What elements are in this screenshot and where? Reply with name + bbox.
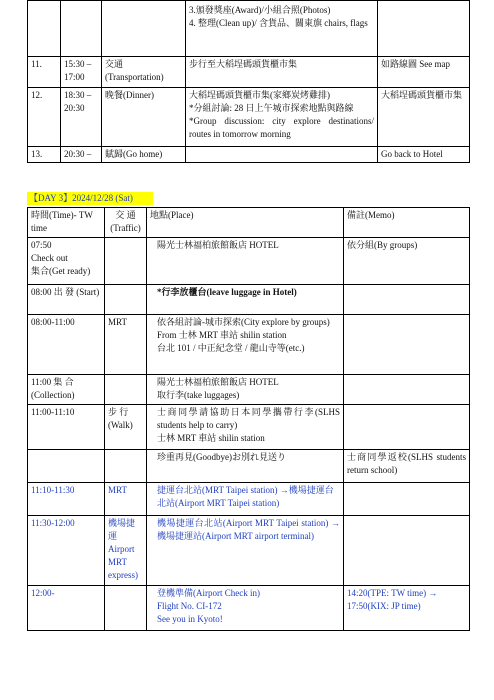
row-traffic (102, 1, 186, 57)
day3-heading (27, 192, 153, 205)
table-row (28, 483, 470, 516)
row-memo: Go back to Hotel (378, 147, 470, 163)
header-memo: 備註(Memo) (344, 208, 470, 238)
row-traffic: MRT (105, 315, 147, 375)
table-header-row (28, 208, 470, 238)
row-traffic (105, 285, 147, 315)
row-place: 捷運台北站(MRT Taipei station) →機場捷運台北站(Airport MRT Taipei station) (147, 483, 344, 516)
table-row (28, 586, 470, 631)
row-traffic (105, 238, 147, 285)
row-time (61, 1, 102, 57)
row-memo: 士商同學返校(SLHS students return school) (344, 450, 470, 483)
table-row (28, 285, 470, 315)
table-row (28, 405, 470, 450)
row-time: 11:30-12:00 (28, 516, 105, 586)
row-time: 12:00- (28, 586, 105, 631)
row-place: 3.頒發獎座(Award)/小組合照(Photos) 4. 整理(Clean up)/ 含貨品、關東旗 chairs, flags (186, 1, 378, 57)
row-time (28, 450, 105, 483)
row-traffic (105, 586, 147, 631)
row-traffic: 賦歸(Go home) (102, 147, 186, 163)
row-place: 依各組討論-城市探索(City explore by groups) From 士林 MRT 車站 shilin station 台北 101 / 中正紀念堂 / 龍山寺等(etc.) (147, 315, 344, 375)
row-number (28, 1, 61, 57)
row-number: 11. (28, 57, 61, 88)
row-place: 陽光士林福柏旅館飯店 HOTEL (147, 238, 344, 285)
row-place (186, 147, 378, 163)
row-time: 15:30 – 17:00 (61, 57, 102, 88)
row-memo (344, 315, 470, 375)
row-memo (344, 285, 470, 315)
header-place: 地點(Place) (147, 208, 344, 238)
row-place: 機場捷運台北站(Airport MRT Taipei station) →機場捷運站(Airport MRT airport terminal) (147, 516, 344, 586)
table-row (28, 57, 470, 88)
day3-schedule-table (27, 207, 470, 631)
row-number: 12. (28, 88, 61, 147)
row-memo (344, 375, 470, 405)
table-row (28, 375, 470, 405)
row-memo (378, 1, 470, 57)
day2-schedule-table (27, 0, 470, 163)
row-place: 士商同學請協助日本同學攜帶行李(SLHS students help to carry) 士林 MRT 車站 shilin station (147, 405, 344, 450)
header-time: 時間(Time)- TW time (28, 208, 105, 238)
row-number: 13. (28, 147, 61, 163)
row-place: 陽光士林福柏旅館飯店 HOTEL 取行李(take luggages) (147, 375, 344, 405)
day3-label: 【DAY 3】 (29, 193, 73, 203)
table-row (28, 1, 470, 57)
row-traffic: 機場捷運 Airport MRT express) (105, 516, 147, 586)
row-place: 珍重再見(Goodbye)お別れ見送り (147, 450, 344, 483)
row-traffic: 晚餐(Dinner) (102, 88, 186, 147)
row-time: 08:00 出 發 (Start) (28, 285, 105, 315)
row-place: *行李放櫃台(leave luggage in Hotel) (147, 285, 344, 315)
table-row (28, 315, 470, 375)
row-traffic: 步 行 (Walk) (105, 405, 147, 450)
row-time: 11:10-11:30 (28, 483, 105, 516)
table-row (28, 147, 470, 163)
row-time: 07:50 Check out 集合(Get ready) (28, 238, 105, 285)
row-traffic: MRT (105, 483, 147, 516)
row-place: 登機準備(Airport Check in) Flight No. CI-172 See you in Kyoto! (147, 586, 344, 631)
row-memo: 大稻埕碼頭貨櫃市集 (378, 88, 470, 147)
row-memo: 如路線圖 See map (378, 57, 470, 88)
row-memo: 依分組(By groups) (344, 238, 470, 285)
row-memo: 14:20(TPE: TW time) → 17:50(KIX: JP time) (344, 586, 470, 631)
table-row (28, 238, 470, 285)
table-row (28, 516, 470, 586)
table-row (28, 88, 470, 147)
row-place: 步行至大稻埕碼頭貨櫃市集 (186, 57, 378, 88)
row-memo (344, 483, 470, 516)
row-time: 20:30 – (61, 147, 102, 163)
header-traffic: 交 通 (Traffic) (105, 208, 147, 238)
row-time: 18:30 – 20:30 (61, 88, 102, 147)
table-row (28, 450, 470, 483)
row-time: 11:00 集 合 (Collection) (28, 375, 105, 405)
row-memo (344, 516, 470, 586)
row-traffic (105, 375, 147, 405)
row-memo (344, 405, 470, 450)
row-traffic: 交通 (Transportation) (102, 57, 186, 88)
day3-date: 2024/12/28 (Sat) (72, 193, 133, 203)
row-traffic (105, 450, 147, 483)
row-time: 11:00-11:10 (28, 405, 105, 450)
row-time: 08:00-11:00 (28, 315, 105, 375)
row-place: 大稻埕碼頭貨櫃市集(家鄉炭烤雞排) *分組討論: 28 日上午城市探索地點與路線 *Group discussion: city explore destinations/ routes in tomorrow morning (186, 88, 378, 147)
